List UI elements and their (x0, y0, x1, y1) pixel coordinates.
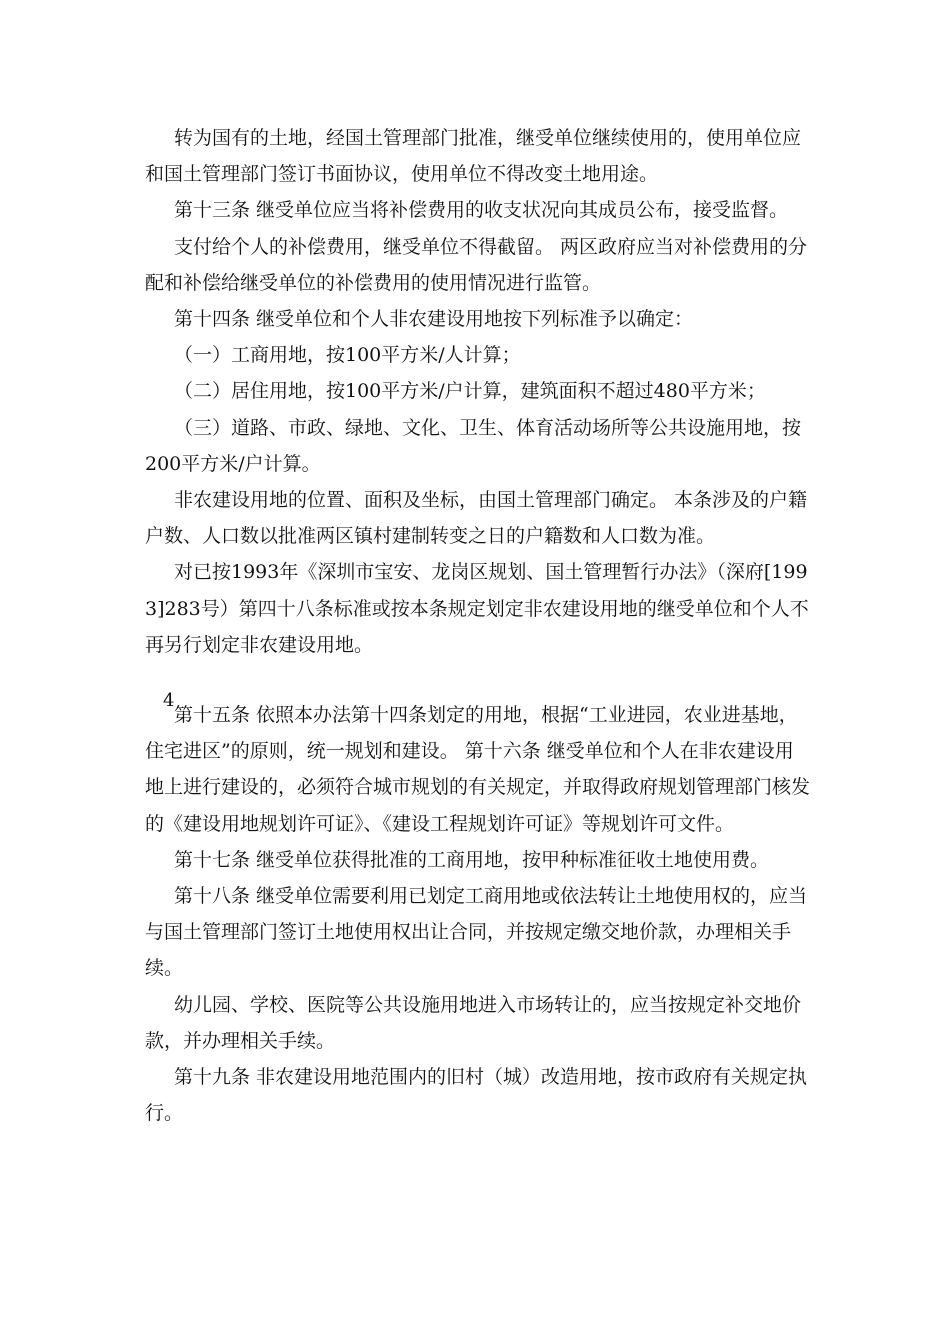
text-section-upper (145, 120, 810, 663)
paragraph-public-facility-transfer: 幼儿园、学校、医院等公共设施用地进入市场转让的，应当按规定补交地价款，并办理相关手续。 (145, 993, 802, 1052)
paragraph-article-14: 第十四条 继受单位和个人非农建设用地按下列标准予以确定： (174, 308, 694, 331)
paragraph-land-location: 非农建设用地的位置、面积及坐标，由国土管理部门确定。 本条涉及的户籍户数、人口数以批准两区镇村建制转变之日的户籍数和人口数为准。 (145, 489, 808, 548)
paragraph-article-17: 第十七条 继受单位获得批准的工商用地，按甲种标准征收土地使用费。 (174, 848, 770, 871)
paragraph-article-19: 第十九条 非农建设用地范围内的旧村（城）改造用地，按市政府有关规定执行。 (145, 1066, 808, 1125)
page-number: 4 (163, 690, 175, 711)
paragraph-item-commercial-land: （一）工商用地，按100平方米/人计算； (174, 344, 521, 367)
text-section-lower (145, 697, 810, 1131)
paragraph-article-18: 第十八条 继受单位需要利用已划定工商用地或依法转让土地使用权的，应当与国土管理部门签订土地使用权出让合同，并按规定缴交地价款，办理相关手续。 (145, 885, 808, 980)
paragraph-article-13: 第十三条 继受单位应当将补偿费用的收支状况向其成员公布，接受监督。 (174, 199, 789, 222)
paragraph-article-15-16: 第十五条 依照本办法第十四条划定的用地，根据“工业进园，农业进基地，住宅进区”的原则，统一规划和建设。 第十六条 继受单位和个人在非农建设用地上进行建设的，必须符合城市规划的有关规定，并取得政府规划管理部门核发的《建设用地规划许可证》、《建设工程规划许可证》等规划许可文件。 (145, 704, 811, 835)
paragraph-compensation-supervision: 支付给个人的补偿费用，继受单位不得截留。 两区政府应当对补偿费用的分配和补偿给继受单位的补偿费用的使用情况进行监管。 (145, 235, 808, 294)
paragraph-item-residential-land: （二）居住用地，按100平方米/户计算，建筑面积不超过480平方米； (174, 380, 766, 403)
paragraph-item-public-facility-land: （三）道路、市政、绿地、文化、卫生、体育活动场所等公共设施用地，按200平方米/户计算。 (145, 416, 802, 475)
paragraph-1993-measures: 对已按1993年《深圳市宝安、龙岗区规划、国土管理暂行办法》（深府[1993]283号）第四十八条标准或按本条规定划定非农建设用地的继受单位和个人不再另行划定非农建设用地。 (145, 561, 809, 656)
paragraph-continuation-land-use: 转为国有的土地，经国土管理部门批准，继受单位继续使用的，使用单位应和国土管理部门签订书面协议，使用单位不得改变土地用途。 (145, 127, 802, 186)
